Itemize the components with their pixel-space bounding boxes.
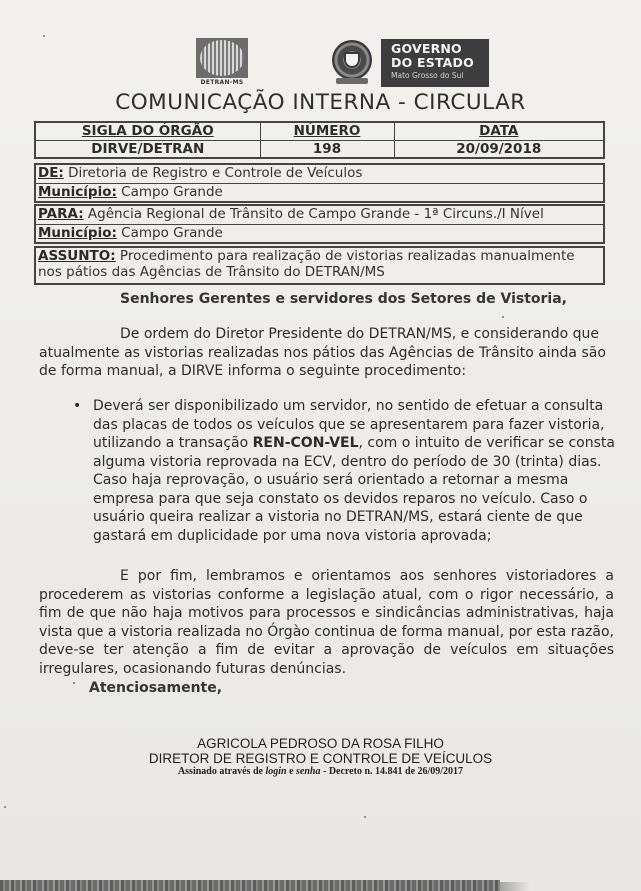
- signatory-title: DIRETOR DE REGISTRO E CONTROLE DE VEÍCULOS: [148, 751, 493, 766]
- gov-logo-line2: DO ESTADO: [391, 55, 474, 70]
- value-numero: 198: [260, 140, 394, 158]
- from-value: Diretoria de Registro e Controle de Veículos: [63, 165, 363, 181]
- note-suffix: - Decreto n. 14.841 de 26/09/2017: [320, 766, 464, 777]
- gov-logo-line3: Mato Grosso do Sul: [391, 71, 464, 80]
- paragraph-1: [39, 325, 614, 381]
- from-municipio-label: Município:: [38, 184, 117, 200]
- note-prefix: Assinado através de: [177, 766, 266, 777]
- to-municipio-value: Campo Grande: [116, 225, 223, 241]
- to-label: PARA:: [38, 206, 84, 222]
- from-label: DE:: [38, 165, 64, 181]
- note-login: login: [265, 766, 287, 777]
- gov-logo-line1: GOVERNO: [391, 41, 462, 56]
- detran-logo-caption: DETRAN-MS: [200, 79, 244, 86]
- paragraph-2-text: E por fim, lembramos e orientamos aos senhores vistoriadores a procederem as vistorias conforme a legislação atual, com o rigor necessário, a fim de que não haja motivos para processos e sindicâncias administrativas, haja vista que a vistoria realizada no Órgào continua de forma manual, por esta razão, deve-se ter atenção a fim de evitar a aprovação de veículos em situações irregulares, ocasionando futuras denúncias.: [39, 568, 614, 677]
- closing: Atenciosamente,: [89, 680, 223, 696]
- bullet-text-part1: Deverá ser disponibilizado um servidor, no sentido de efetuar a consulta das placas de todos os veículos que se apresentarem para fazer vistoria, utilizando a transação: [93, 398, 605, 451]
- to-row: [36, 206, 603, 224]
- scan-speck: [4, 806, 6, 808]
- detran-logo: [194, 38, 250, 88]
- signatory-name: AGRICOLA PEDROSO DA ROSA FILHO: [197, 736, 444, 751]
- value-data: 20/09/2018: [394, 140, 604, 158]
- to-value: Agência Regional de Trânsito de Campo Grande - 1ª Circuns./I Nível: [83, 206, 544, 222]
- salutation: Senhores Gerentes e servidores dos Setores de Vistoria,: [120, 291, 567, 307]
- signature-note: [0, 766, 641, 778]
- document-title: COMUNICAÇÃO INTERNA - CIRCULAR: [115, 90, 526, 115]
- note-e: e: [286, 766, 297, 777]
- from-municipio-value: Campo Grande: [116, 184, 223, 200]
- paragraph-2: [39, 567, 614, 678]
- transaction-code: REN-CON-VEL: [252, 435, 359, 451]
- bullet-icon: •: [73, 398, 82, 414]
- paragraph-1-text: De ordem do Diretor Presidente do DETRAN/MS, e considerando que atualmente as vistorias realizadas nos pátios das Agências de Trânsito ainda são de forma manual, a DIRVE informa o seguinte procedimento:: [39, 326, 606, 379]
- scan-speck: [43, 35, 45, 37]
- subject-value-line1: Procedimento para realização de vistorias realizadas manualmente: [115, 248, 575, 264]
- info-table-value-row: [35, 140, 604, 158]
- to-municipio-label: Município:: [38, 225, 117, 241]
- subject-box: [34, 246, 605, 285]
- scan-speck: [502, 316, 504, 318]
- value-sigla: DIRVE/DETRAN: [35, 140, 260, 158]
- header-sigla: SIGLA DO ÓRGÃO: [35, 122, 260, 140]
- from-municipio-row: [36, 183, 603, 201]
- subject-label: ASSUNTO:: [38, 248, 116, 264]
- globe-icon: [196, 38, 248, 78]
- from-box: [34, 163, 605, 203]
- subject-line1: [36, 248, 603, 264]
- state-coat-of-arms-icon: [330, 40, 374, 86]
- to-box: [34, 204, 605, 244]
- bullet-text-part3: , com o intuito de verificar se consta alguma vistoria reprovada na ECV, dentro do período de 30 (trinta) dias. Caso haja reprovação, o usuário será orientado a retornar a mesma empresa para que seja constato os devidos reparos no veículo. Caso o usuário queira realizar a vistoria no DETRAN/MS, estará ciente de que gastará em duplicidade por uma nova vistoria aprovada;: [93, 435, 615, 544]
- header-data: DATA: [394, 122, 604, 140]
- header-numero: NÚMERO: [260, 122, 394, 140]
- bullet-text: [93, 397, 628, 545]
- info-table: [34, 121, 605, 159]
- scan-speck: [364, 816, 366, 818]
- government-logo: [381, 39, 489, 87]
- note-senha: senha: [296, 766, 321, 777]
- scan-edge-noise: [0, 880, 500, 891]
- scan-speck: [73, 682, 75, 684]
- subject-line2: nos pátios das Agências de Trânsito do DETRAN/MS: [38, 264, 385, 280]
- from-row: [36, 165, 603, 183]
- to-municipio-row: [36, 224, 603, 242]
- info-table-header-row: [35, 122, 604, 140]
